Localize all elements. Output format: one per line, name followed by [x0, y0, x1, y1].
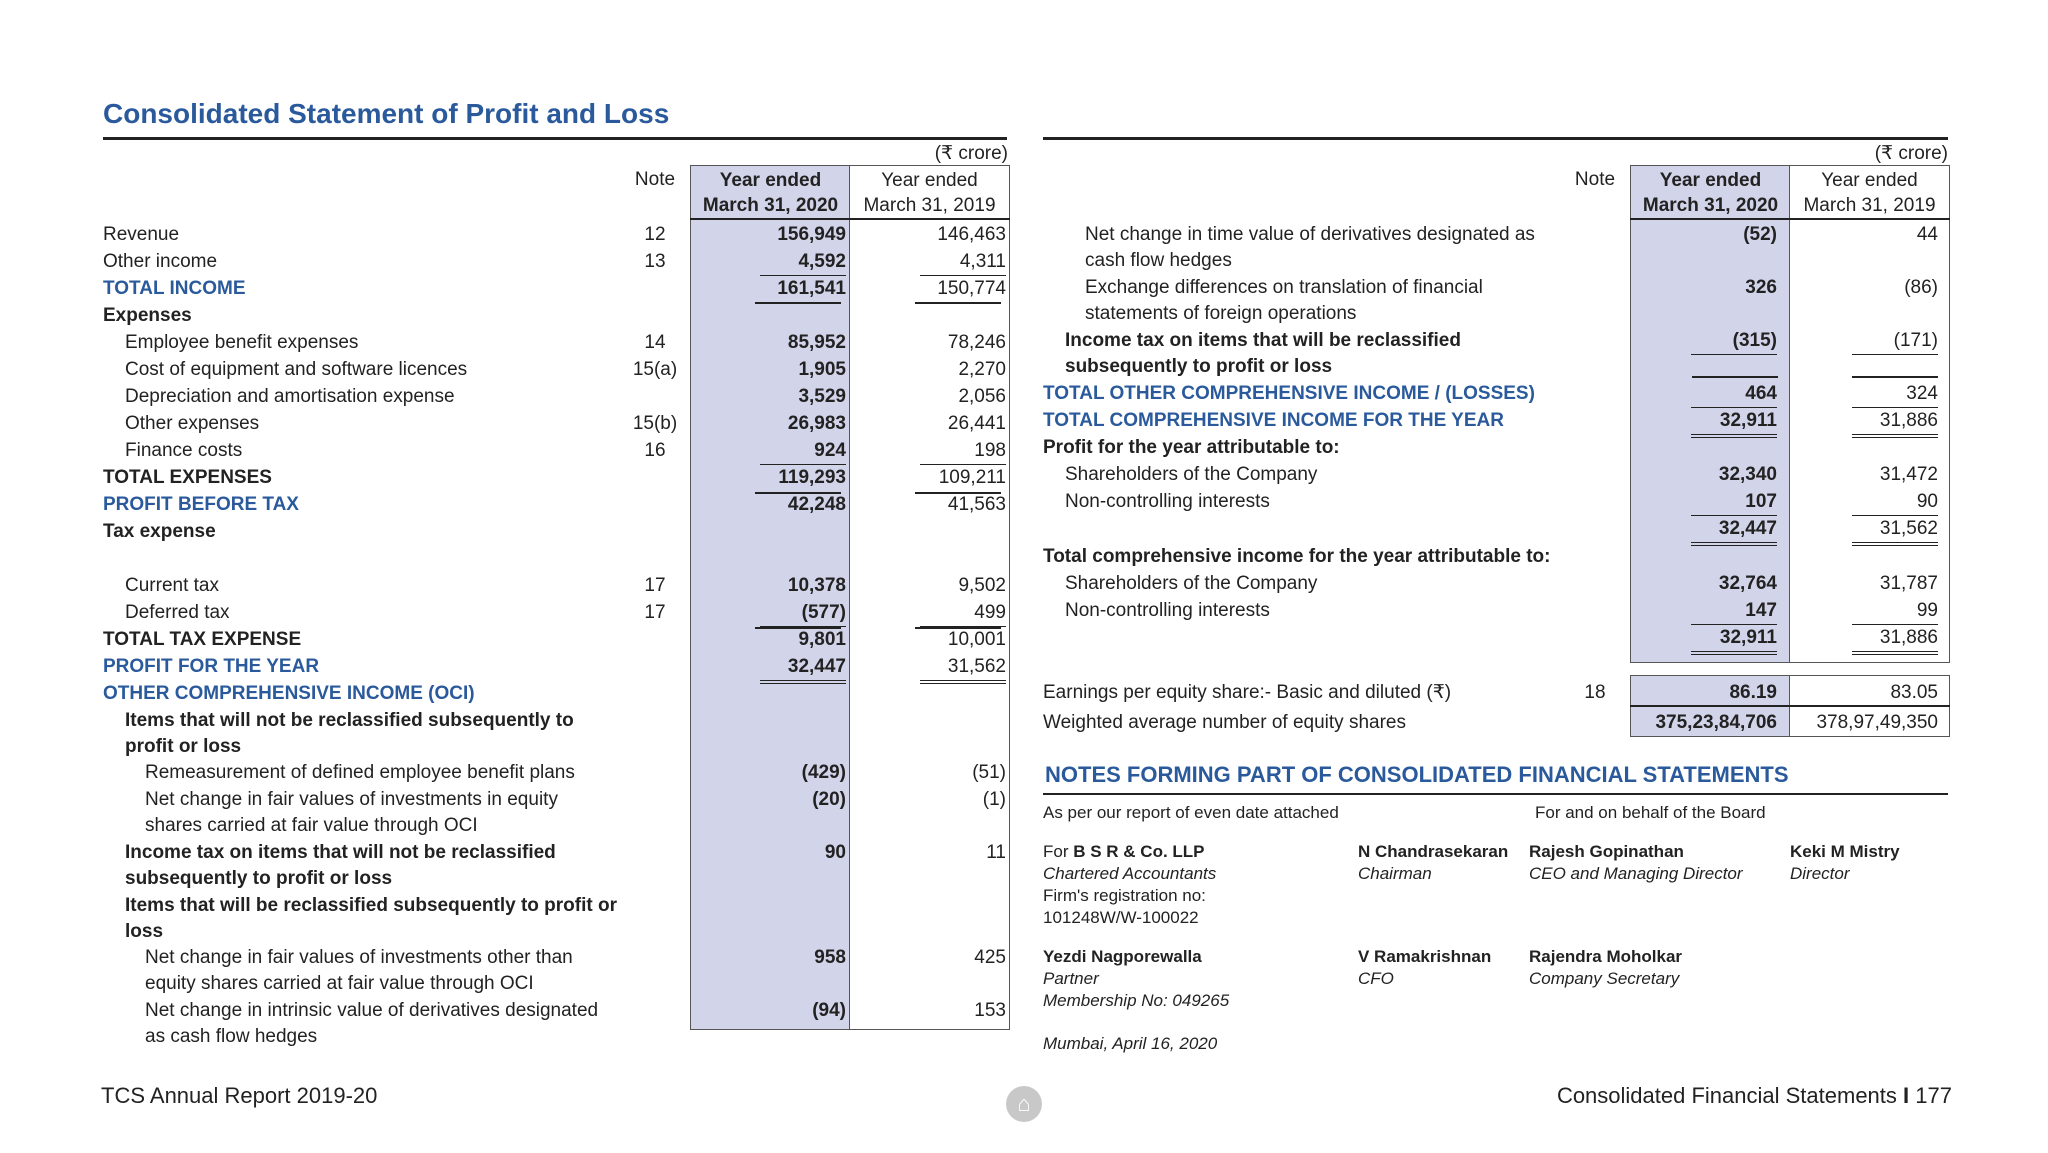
row-label: TOTAL COMPREHENSIVE INCOME FOR THE YEAR [1043, 410, 1504, 431]
py-value: (51) [972, 762, 1006, 783]
row-label-cont: subsequently to profit or loss [125, 868, 393, 889]
oci-total-top-rule-py [1852, 376, 1938, 378]
py-value: 31,562 [920, 654, 1006, 684]
py-value: 109,211 [938, 467, 1006, 488]
row-label: Items that will be reclassified subsequently to profit or [125, 895, 617, 916]
auditor-block: For B S R & Co. LLP Chartered Accountants Firm's registration no: 101248W/W-100022 [1043, 842, 1217, 927]
total-expenses-rule-py [915, 492, 1001, 494]
title-rule-right [1043, 137, 1948, 140]
row-note: 15(a) [632, 359, 678, 380]
total-expenses-rule [755, 492, 841, 494]
cy-value: 9,801 [798, 629, 846, 650]
cy-value: 161,541 [777, 278, 846, 299]
cy-value: 326 [1745, 277, 1777, 298]
cy-value: 32,340 [1718, 464, 1777, 485]
row-label: Net change in fair values of investments other than [145, 947, 573, 968]
row-label-cont: shares carried at fair value through OCI [145, 815, 478, 836]
row-label: Income tax on items that will not be reclassified [125, 842, 556, 863]
row-label: TOTAL INCOME [103, 278, 246, 299]
cy-value: (315) [1691, 328, 1777, 355]
eps-py-value: 83.05 [1890, 682, 1938, 703]
row-label: Employee benefit expenses [125, 332, 359, 353]
py-value: (1) [982, 789, 1006, 810]
unit-label-left: (₹ crore) [934, 143, 1008, 164]
cy-value: 147 [1691, 598, 1777, 625]
eps-cy-value: 86.19 [1729, 682, 1777, 703]
row-label-cont: equity shares carried at fair value through OCI [145, 973, 534, 994]
row-label: Profit for the year attributable to: [1043, 437, 1340, 458]
place-date: Mumbai, April 16, 2020 [1043, 1034, 1218, 1053]
row-label: PROFIT BEFORE TAX [103, 494, 299, 515]
py-value: 44 [1916, 224, 1938, 245]
cy-value: 1,905 [798, 359, 846, 380]
row-label: Shareholders of the Company [1065, 573, 1318, 594]
row-note: 16 [644, 440, 666, 461]
row-note: 17 [644, 602, 666, 623]
row-label: TOTAL TAX EXPENSE [103, 629, 302, 650]
signatory-cfo: V Ramakrishnan CFO [1358, 947, 1492, 988]
signatory-company-secretary: Rajendra Moholkar Company Secretary [1529, 947, 1683, 988]
note-header-right: Note [1574, 169, 1616, 190]
home-icon[interactable]: ⌂ [1006, 1086, 1042, 1122]
eps-note: 18 [1584, 682, 1606, 703]
py-value: 2,270 [958, 359, 1006, 380]
total-income-rule [755, 302, 841, 304]
shares-label: Weighted average number of equity shares [1043, 712, 1406, 733]
cy-value: 464 [1691, 381, 1777, 408]
row-note: 14 [644, 332, 666, 353]
page-title: Consolidated Statement of Profit and Loss [103, 98, 670, 129]
row-label: TOTAL EXPENSES [103, 467, 272, 488]
partner-block: Yezdi Nagporewalla Partner Membership No: 049265 [1043, 947, 1230, 1010]
row-label: Revenue [103, 224, 180, 245]
unit-label-right: (₹ crore) [1874, 143, 1948, 164]
py-value: (86) [1904, 277, 1938, 298]
row-label-cont: loss [125, 921, 164, 942]
row-label: Exchange differences on translation of financial [1085, 277, 1483, 298]
cy-value: (52) [1743, 224, 1777, 245]
row-label-cont: cash flow hedges [1085, 250, 1232, 271]
py-value: 4,311 [920, 249, 1006, 276]
py-value: 2,056 [958, 386, 1006, 407]
cy-value: 10,378 [787, 575, 846, 596]
header-rule-left [690, 218, 1010, 220]
oci-total-top-rule [1692, 376, 1778, 378]
cy-value: 4,592 [760, 249, 846, 276]
row-label-cont: as cash flow hedges [145, 1026, 318, 1047]
total-tax-rule-py [915, 627, 1001, 629]
cy-value: 958 [814, 947, 846, 968]
row-label: PROFIT FOR THE YEAR [103, 656, 320, 677]
cy-value: 32,911 [1691, 625, 1777, 655]
total-tax-rule [755, 627, 841, 629]
row-label: Tax expense [103, 521, 216, 542]
py-value: 31,562 [1852, 516, 1938, 546]
py-value: 26,441 [947, 413, 1006, 434]
py-value: 9,502 [958, 575, 1006, 596]
board-line: For and on behalf of the Board [1535, 803, 1766, 822]
row-label: TOTAL OTHER COMPREHENSIVE INCOME / (LOSSES) [1043, 383, 1535, 404]
cy-value: 32,447 [1691, 516, 1777, 546]
py-value: 324 [1852, 381, 1938, 408]
cy-value: 32,447 [760, 654, 846, 684]
cy-value: (20) [812, 789, 846, 810]
row-note: 13 [644, 251, 666, 272]
cy-header-right: Year ended March 31, 2020 [1642, 170, 1779, 216]
py-value: 198 [920, 438, 1006, 465]
row-label: OTHER COMPREHENSIVE INCOME (OCI) [103, 683, 475, 704]
row-label-cont: profit or loss [125, 736, 242, 757]
py-header-left: Year ended March 31, 2019 [863, 170, 996, 216]
notes-rule [1043, 793, 1948, 795]
row-label: Net change in fair values of investments in equity [145, 789, 558, 810]
footer-right: Consolidated Financial Statements I 177 [1556, 1083, 1952, 1108]
signatory-ceo: Rajesh Gopinathan CEO and Managing Director [1529, 842, 1743, 883]
cy-value: 26,983 [787, 413, 846, 434]
cy-value: 119,293 [778, 467, 846, 488]
row-note: 17 [644, 575, 666, 596]
py-value: (171) [1852, 328, 1938, 355]
py-value: 10,001 [947, 629, 1006, 650]
row-label: Total comprehensive income for the year attributable to: [1043, 546, 1551, 567]
py-value: 31,787 [1879, 573, 1938, 594]
eps-label: Earnings per equity share:- Basic and diluted (₹) [1043, 682, 1452, 703]
row-label: Non-controlling interests [1065, 600, 1270, 621]
row-label: Deferred tax [125, 602, 230, 623]
notes-title: NOTES FORMING PART OF CONSOLIDATED FINANCIAL STATEMENTS [1045, 762, 1789, 787]
row-label: Income tax on items that will be reclassified [1065, 330, 1461, 351]
cy-value: 3,529 [798, 386, 846, 407]
row-label: Remeasurement of defined employee benefit plans [145, 762, 575, 783]
note-header-left: Note [634, 169, 676, 190]
py-value: 146,463 [937, 224, 1006, 245]
cy-value: 32,911 [1691, 408, 1777, 438]
row-label: Current tax [125, 575, 219, 596]
cy-value: (429) [801, 762, 846, 783]
py-value: 31,886 [1852, 408, 1938, 438]
row-label: Net change in time value of derivatives designated as [1085, 224, 1535, 245]
py-value: 425 [974, 947, 1006, 968]
row-label: Finance costs [125, 440, 243, 461]
cy-value: 85,952 [787, 332, 846, 353]
header-rule-right [1630, 218, 1950, 220]
py-value: 150,774 [937, 278, 1006, 299]
py-value: 31,472 [1879, 464, 1938, 485]
cy-value: 42,248 [787, 494, 846, 515]
py-value: 11 [986, 842, 1006, 863]
signatory-director: Keki M Mistry Director [1790, 842, 1900, 883]
row-label: Expenses [103, 305, 192, 326]
cy-value: 90 [824, 842, 846, 863]
row-label-cont: statements of foreign operations [1085, 303, 1357, 324]
shares-py-value: 378,97,49,350 [1816, 712, 1938, 733]
row-note: 15(b) [632, 413, 678, 434]
total-income-rule-py [915, 302, 1001, 304]
cy-value: 924 [760, 438, 846, 465]
py-value: 41,563 [947, 494, 1006, 515]
py-value: 153 [974, 1000, 1006, 1021]
title-rule-left [103, 137, 1007, 140]
row-label: Other income [103, 251, 218, 272]
py-value: 31,886 [1852, 625, 1938, 655]
footer-left: TCS Annual Report 2019-20 [101, 1083, 378, 1108]
py-header-right: Year ended March 31, 2019 [1803, 170, 1936, 216]
py-value: 499 [920, 600, 1006, 627]
row-note: 12 [644, 224, 666, 245]
row-label: Other expenses [125, 413, 260, 434]
row-label: Depreciation and amortisation expense [125, 386, 455, 407]
row-label: Net change in intrinsic value of derivatives designated [145, 1000, 599, 1021]
py-value: 78,246 [947, 332, 1006, 353]
row-label: Shareholders of the Company [1065, 464, 1318, 485]
row-label: Non-controlling interests [1065, 491, 1270, 512]
cy-value: 156,949 [777, 224, 846, 245]
signatory-chairman: N Chandrasekaran Chairman [1358, 842, 1509, 883]
shares-cy-value: 375,23,84,706 [1655, 712, 1777, 733]
cy-value: 32,764 [1718, 573, 1777, 594]
py-value: 99 [1852, 598, 1938, 625]
report-line: As per our report of even date attached [1043, 803, 1339, 822]
py-value: 90 [1852, 489, 1938, 516]
cy-header-left: Year ended March 31, 2020 [702, 170, 839, 216]
row-label: Items that will not be reclassified subsequently to [125, 710, 574, 731]
cy-value: 107 [1691, 489, 1777, 516]
cy-value: (94) [812, 1000, 846, 1021]
cy-value: (577) [760, 600, 846, 627]
row-label: Cost of equipment and software licences [125, 359, 468, 380]
row-label-cont: subsequently to profit or loss [1065, 356, 1333, 377]
